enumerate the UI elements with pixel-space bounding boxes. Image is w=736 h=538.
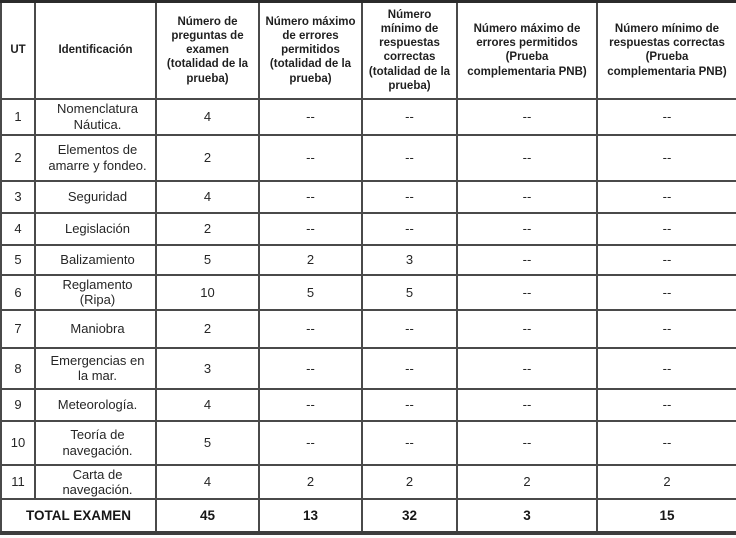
value-cell: -- [457,389,597,421]
header-cell-max-errores-pnb: Número máximo de errores permitidos (Prueba complementaria PNB) [457,2,597,99]
total-value-cell: 45 [156,499,259,533]
value-cell: 2 [156,135,259,181]
value-cell: -- [457,310,597,348]
ut-cell: 3 [1,181,35,213]
total-label-cell: TOTAL EXAMEN [1,499,156,533]
value-cell: 2 [156,310,259,348]
value-cell: 4 [156,181,259,213]
value-cell: 5 [362,275,457,310]
identificacion-cell: Reglamento (Ripa) [35,275,156,310]
identificacion-cell: Maniobra [35,310,156,348]
table-row [1,348,736,389]
identificacion-cell: Legislación [35,213,156,245]
value-cell: -- [362,348,457,389]
value-cell: -- [362,181,457,213]
value-cell: 4 [156,465,259,500]
value-cell: -- [259,421,362,465]
value-cell: -- [259,99,362,135]
value-cell: -- [259,135,362,181]
header-cell-identificacion: Identificación [35,2,156,99]
total-value-cell: 15 [597,499,736,533]
value-cell: -- [457,275,597,310]
table-row [1,310,736,348]
header-row [1,2,736,99]
table-row [1,245,736,275]
value-cell: -- [362,310,457,348]
value-cell: -- [457,421,597,465]
total-value-cell: 13 [259,499,362,533]
value-cell: 2 [362,465,457,500]
identificacion-cell: Nomenclatura Náutica. [35,99,156,135]
value-cell: -- [362,213,457,245]
value-cell: 10 [156,275,259,310]
identificacion-cell: Emergencias en la mar. [35,348,156,389]
ut-cell: 9 [1,389,35,421]
value-cell: -- [597,389,736,421]
value-cell: -- [597,348,736,389]
ut-cell: 11 [1,465,35,500]
identificacion-cell: Seguridad [35,181,156,213]
value-cell: -- [457,213,597,245]
value-cell: -- [457,135,597,181]
table-row [1,99,736,135]
value-cell: -- [597,213,736,245]
value-cell: 2 [597,465,736,500]
ut-cell: 7 [1,310,35,348]
value-cell: -- [259,348,362,389]
table-row [1,421,736,465]
value-cell: -- [457,181,597,213]
table-row [1,275,736,310]
header-cell-ut: UT [1,2,35,99]
value-cell: 5 [156,245,259,275]
value-cell: 2 [259,465,362,500]
value-cell: -- [597,275,736,310]
ut-cell: 10 [1,421,35,465]
table-row [1,389,736,421]
value-cell: 3 [156,348,259,389]
value-cell: -- [457,99,597,135]
identificacion-cell: Elementos de amarre y fondeo. [35,135,156,181]
total-row [1,499,736,533]
value-cell: -- [362,135,457,181]
value-cell: -- [362,421,457,465]
value-cell: 4 [156,389,259,421]
value-cell: -- [597,135,736,181]
value-cell: -- [597,310,736,348]
value-cell: -- [457,245,597,275]
value-cell: 2 [156,213,259,245]
value-cell: -- [597,99,736,135]
value-cell: -- [457,348,597,389]
value-cell: -- [597,181,736,213]
table-row [1,465,736,500]
value-cell: -- [597,245,736,275]
header-cell-min-correctas-pnb: Número mínimo de respuestas correctas (Prueba complementaria PNB) [597,2,736,99]
ut-cell: 6 [1,275,35,310]
ut-cell: 8 [1,348,35,389]
value-cell: -- [597,421,736,465]
value-cell: 4 [156,99,259,135]
value-cell: 2 [259,245,362,275]
value-cell: -- [362,389,457,421]
value-cell: -- [259,213,362,245]
value-cell: -- [259,389,362,421]
ut-cell: 2 [1,135,35,181]
identificacion-cell: Teoría de navegación. [35,421,156,465]
ut-cell: 5 [1,245,35,275]
table-row [1,135,736,181]
identificacion-cell: Carta de navegación. [35,465,156,500]
value-cell: 2 [457,465,597,500]
value-cell: -- [362,99,457,135]
value-cell: -- [259,310,362,348]
total-value-cell: 3 [457,499,597,533]
header-cell-num-preguntas: Número de preguntas de examen (totalidad de la prueba) [156,2,259,99]
table-row [1,213,736,245]
header-cell-max-errores-total: Número máximo de errores permitidos (totalidad de la prueba) [259,2,362,99]
value-cell: 5 [259,275,362,310]
value-cell: 3 [362,245,457,275]
ut-cell: 1 [1,99,35,135]
identificacion-cell: Balizamiento [35,245,156,275]
value-cell: 5 [156,421,259,465]
header-cell-min-correctas-total: Número mínimo de respuestas correctas (totalidad de la prueba) [362,2,457,99]
table-row [1,181,736,213]
total-value-cell: 32 [362,499,457,533]
value-cell: -- [259,181,362,213]
ut-cell: 4 [1,213,35,245]
identificacion-cell: Meteorología. [35,389,156,421]
